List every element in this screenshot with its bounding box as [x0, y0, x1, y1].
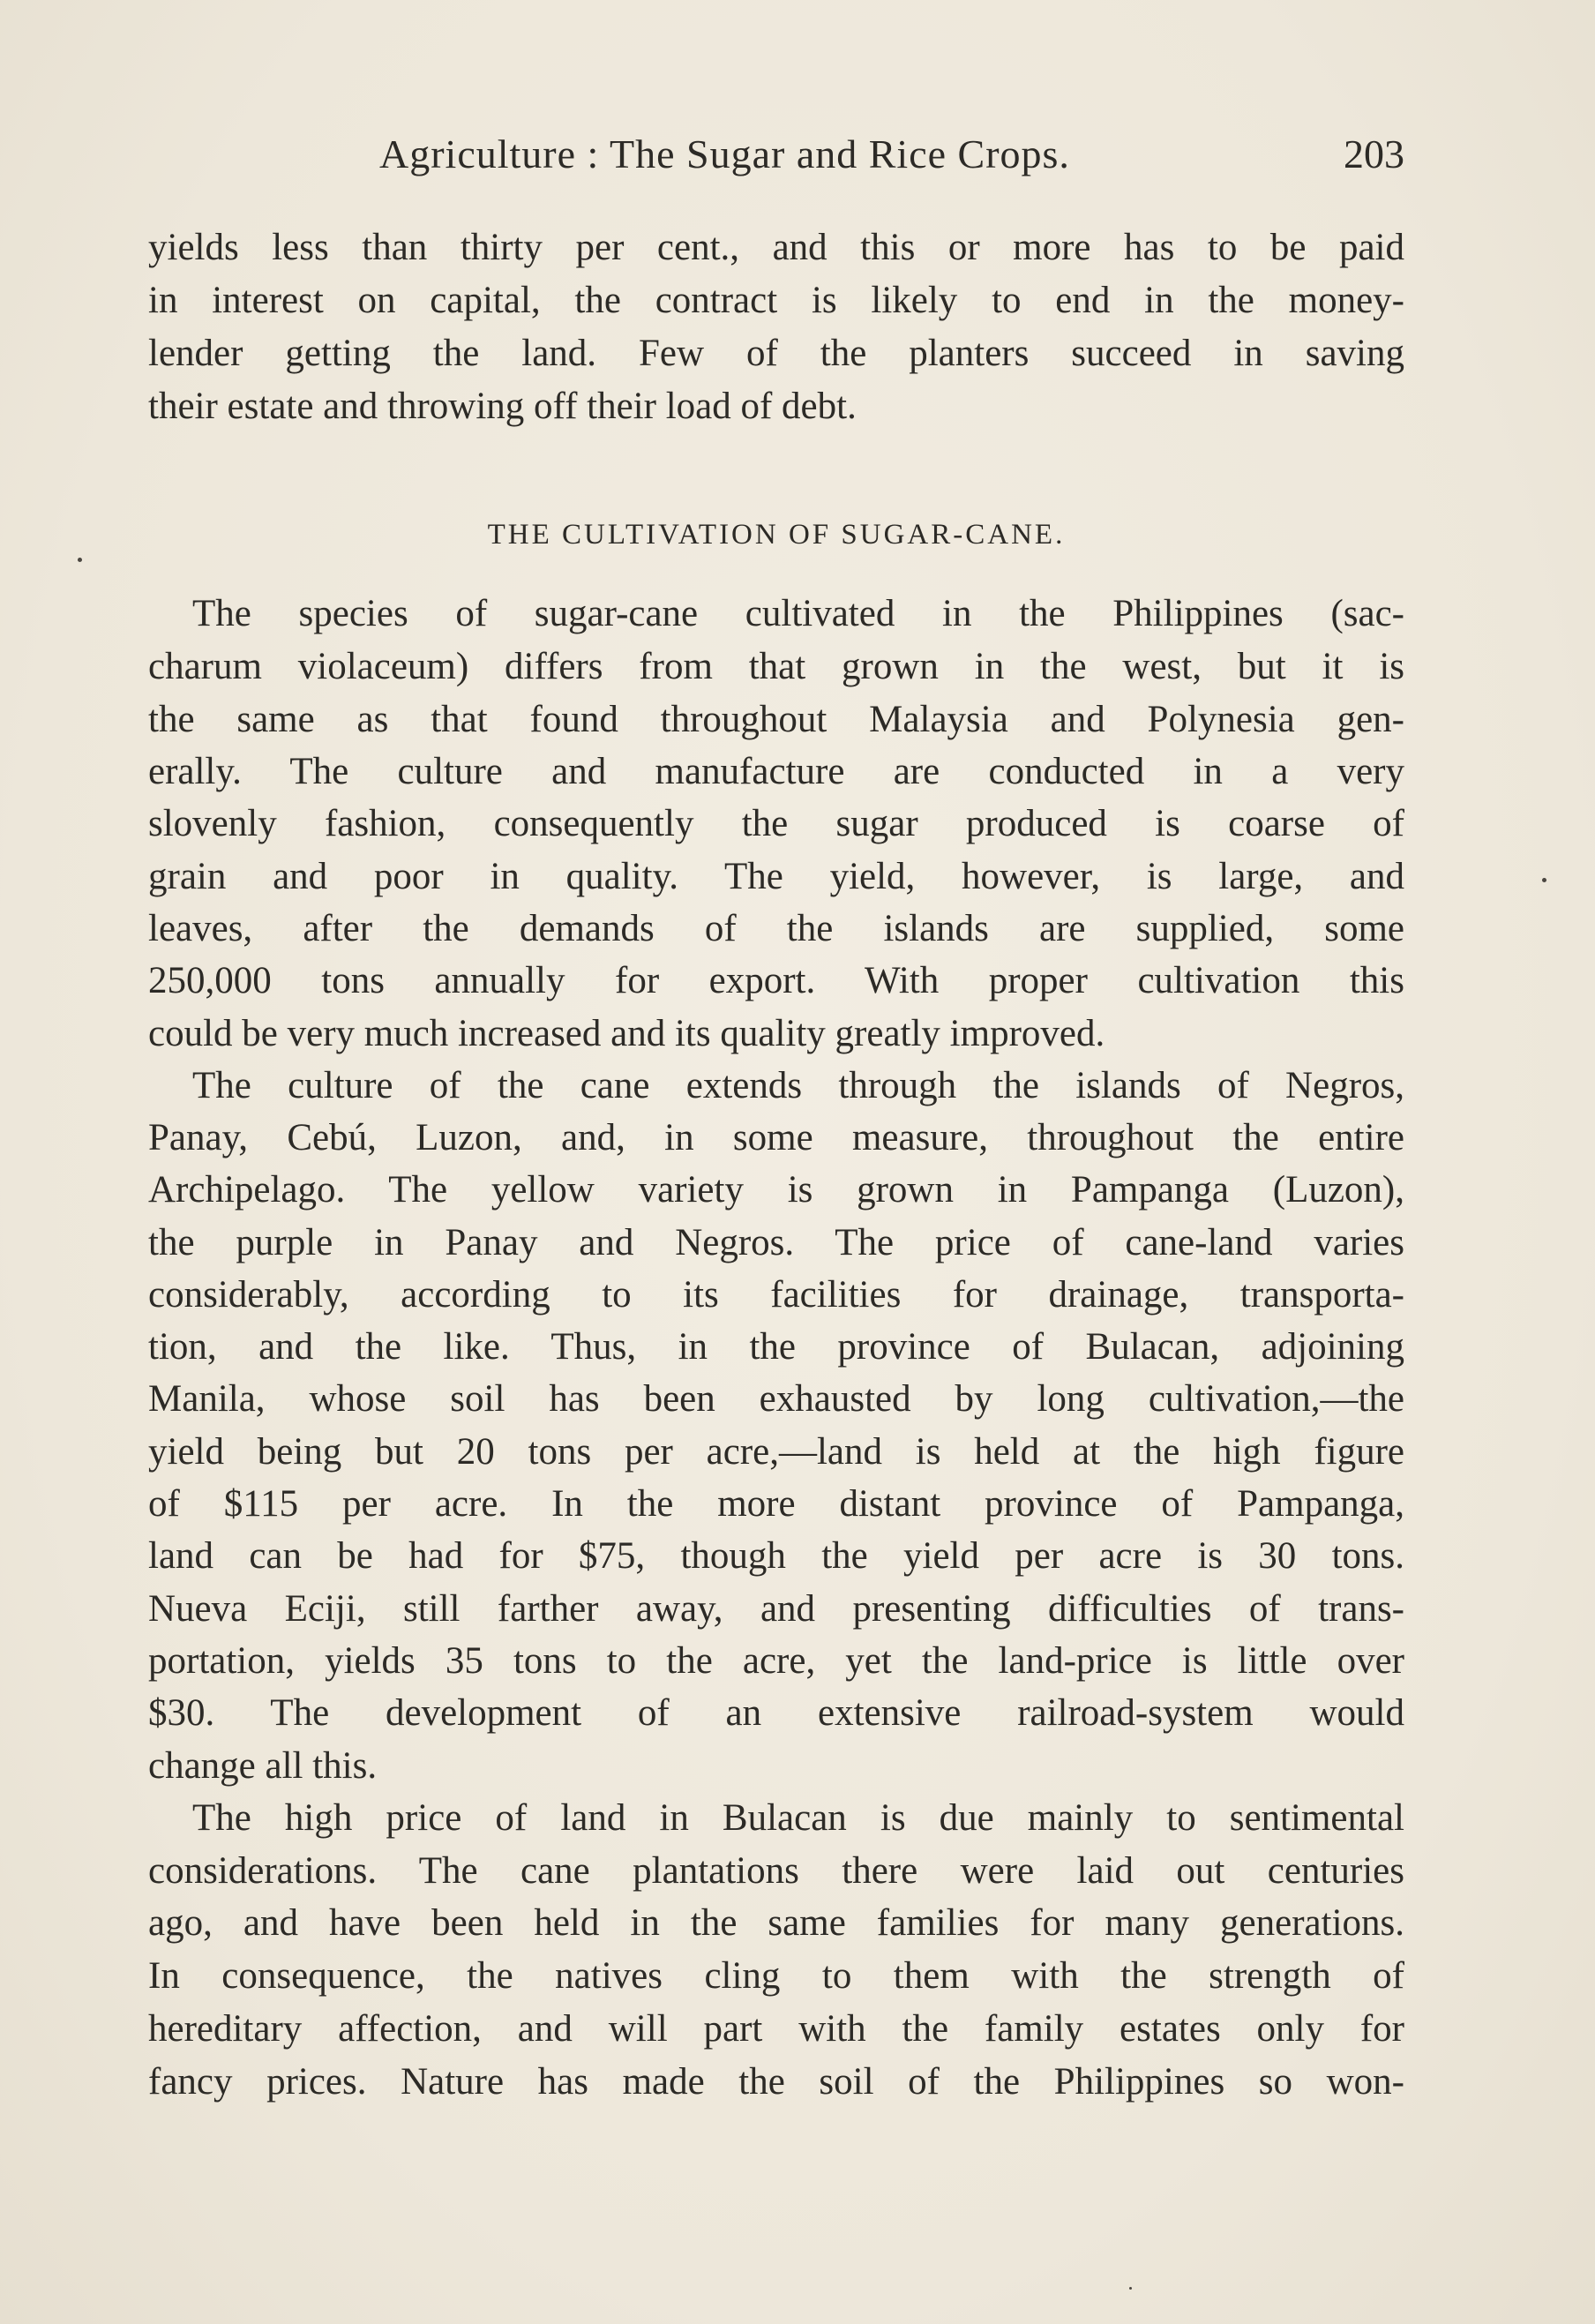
- text-line: hereditary affection, and will part with the family estates only for: [148, 2008, 1404, 2050]
- text-line: considerations. The cane plantations there were laid out centuries: [148, 1850, 1404, 1892]
- paper-speck: [78, 558, 82, 562]
- text-line: considerably, according to its facilities for drainage, transporta-: [148, 1274, 1404, 1316]
- text-line: could be very much increased and its quality greatly improved.: [148, 1013, 1105, 1054]
- text-line: the purple in Panay and Negros. The price of cane-land varies: [148, 1222, 1404, 1263]
- section-heading: THE CULTIVATION OF SUGAR-CANE.: [487, 519, 1066, 551]
- text-line: Nueva Eciji, still farther away, and presenting difficulties of trans-: [148, 1588, 1404, 1630]
- text-line: leaves, after the demands of the islands are supplied, some: [148, 908, 1404, 949]
- text-line: the same as that found throughout Malaysia and Polynesia gen-: [148, 699, 1404, 740]
- text-line: change all this.: [148, 1745, 378, 1787]
- text-line: In consequence, the natives cling to them with the strength of: [148, 1955, 1404, 1997]
- text-line: in interest on capital, the contract is likely to end in the money-: [148, 280, 1404, 321]
- paper-speck: [1542, 878, 1546, 882]
- text-line: portation, yields 35 tons to the acre, yet the land-price is little over: [148, 1640, 1404, 1682]
- text-line: of $115 per acre. In the more distant province of Pampanga,: [148, 1483, 1404, 1525]
- text-line: grain and poor in quality. The yield, however, is large, and: [148, 856, 1404, 897]
- text-line: fancy prices. Nature has made the soil of the Philippines so won-: [148, 2061, 1404, 2103]
- text-line: Manila, whose soil has been exhausted by long cultivation,—the: [148, 1378, 1404, 1420]
- text-line: $30. The development of an extensive railroad-system would: [148, 1692, 1404, 1734]
- text-line: Panay, Cebú, Luzon, and, in some measure, throughout the entire: [148, 1117, 1404, 1158]
- text-line: slovenly fashion, consequently the sugar produced is coarse of: [148, 803, 1404, 844]
- text-line: tion, and the like. Thus, in the province of Bulacan, adjoining: [148, 1326, 1404, 1368]
- text-line: yields less than thirty per cent., and this or more has to be paid: [148, 227, 1404, 268]
- text-line: The species of sugar-cane cultivated in the Philippines (sac-: [192, 593, 1404, 634]
- text-line: lender getting the land. Few of the planters succeed in saving: [148, 333, 1404, 374]
- text-line: Archipelago. The yellow variety is grown in Pampanga (Luzon),: [148, 1169, 1404, 1211]
- page-header: [148, 131, 1404, 192]
- paper-speck: [1129, 2287, 1132, 2290]
- text-line: The culture of the cane extends through the islands of Negros,: [192, 1065, 1404, 1106]
- text-line: charum violaceum) differs from that grown in the west, but it is: [148, 646, 1404, 687]
- text-line: 250,000 tons annually for export. With proper cultivation this: [148, 960, 1404, 1001]
- text-line: erally. The culture and manufacture are conducted in a very: [148, 751, 1404, 792]
- page-number: 203: [1344, 131, 1404, 176]
- running-title: Agriculture : The Sugar and Rice Crops.: [379, 131, 1070, 176]
- text-line: ago, and have been held in the same families for many generations.: [148, 1902, 1404, 1944]
- text-line: yield being but 20 tons per acre,—land is held at the high figure: [148, 1431, 1404, 1473]
- text-line: land can be had for $75, though the yield per acre is 30 tons.: [148, 1535, 1404, 1577]
- text-line: their estate and throwing off their load of debt.: [148, 386, 857, 427]
- text-line: The high price of land in Bulacan is due mainly to sentimental: [192, 1797, 1404, 1839]
